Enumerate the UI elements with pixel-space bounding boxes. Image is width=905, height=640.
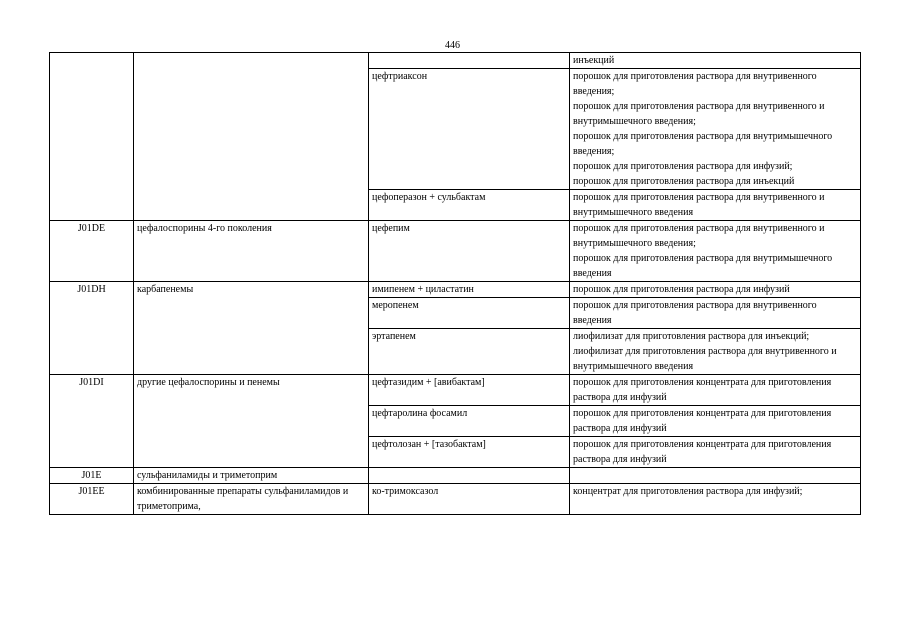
form-cell: порошок для приготовления раствора для внутривенного введения xyxy=(570,298,861,329)
form-cell xyxy=(570,468,861,484)
group-cell: сульфаниламиды и триметоприм xyxy=(134,468,369,484)
drug-cell: меропенем xyxy=(369,298,570,329)
drug-cell xyxy=(369,53,570,69)
drug-table xyxy=(49,52,861,515)
form-cell: порошок для приготовления раствора для внутривенного введения; порошок для приготовления раствора для внутривенного и внутримышечного введения; порошок для приготовления раствора для внутримышечного введения; порошок для приготовления раствора для инфузий; порошок для приготовления раствора для инъекций xyxy=(570,69,861,190)
table-row xyxy=(50,375,861,406)
drug-cell: цефтазидим + [авибактам] xyxy=(369,375,570,406)
form-cell: инъекций xyxy=(570,53,861,69)
drug-cell: цефепим xyxy=(369,221,570,282)
form-cell: лиофилизат для приготовления раствора для инъекций; лиофилизат для приготовления раствора для внутривенного и внутримышечного введения xyxy=(570,329,861,375)
form-cell: порошок для приготовления концентрата для приготовления раствора для инфузий xyxy=(570,375,861,406)
form-cell: порошок для приготовления концентрата для приготовления раствора для инфузий xyxy=(570,406,861,437)
atc-code-cell: J01DE xyxy=(50,221,134,282)
form-cell: концентрат для приготовления раствора для инфузий; xyxy=(570,484,861,515)
atc-code-cell xyxy=(50,53,134,221)
drug-cell: имипенем + циластатин xyxy=(369,282,570,298)
group-cell: другие цефалоспорины и пенемы xyxy=(134,375,369,468)
group-cell: цефалоспорины 4-го поколения xyxy=(134,221,369,282)
atc-code-cell: J01E xyxy=(50,468,134,484)
table-row xyxy=(50,221,861,282)
drug-cell: эртапенем xyxy=(369,329,570,375)
table-row xyxy=(50,282,861,298)
drug-cell: цефтаролина фосамил xyxy=(369,406,570,437)
atc-code-cell: J01EE xyxy=(50,484,134,515)
group-cell: комбинированные препараты сульфаниламидов и триметоприма, xyxy=(134,484,369,515)
drug-cell: ко-тримоксазол xyxy=(369,484,570,515)
table-row xyxy=(50,468,861,484)
atc-code-cell: J01DI xyxy=(50,375,134,468)
table-row xyxy=(50,484,861,515)
table-row xyxy=(50,53,861,69)
drug-cell xyxy=(369,468,570,484)
group-cell xyxy=(134,53,369,221)
drug-cell: цефтриаксон xyxy=(369,69,570,190)
drug-cell: цефоперазон + сульбактам xyxy=(369,190,570,221)
form-cell: порошок для приготовления раствора для инфузий xyxy=(570,282,861,298)
form-cell: порошок для приготовления раствора для внутривенного и внутримышечного введения xyxy=(570,190,861,221)
form-cell: порошок для приготовления концентрата для приготовления раствора для инфузий xyxy=(570,437,861,468)
drug-cell: цефтолозан + [тазобактам] xyxy=(369,437,570,468)
page-number: 446 xyxy=(445,40,460,51)
form-cell: порошок для приготовления раствора для внутривенного и внутримышечного введения; порошок для приготовления раствора для внутримышечного введения xyxy=(570,221,861,282)
group-cell: карбапенемы xyxy=(134,282,369,375)
atc-code-cell: J01DH xyxy=(50,282,134,375)
